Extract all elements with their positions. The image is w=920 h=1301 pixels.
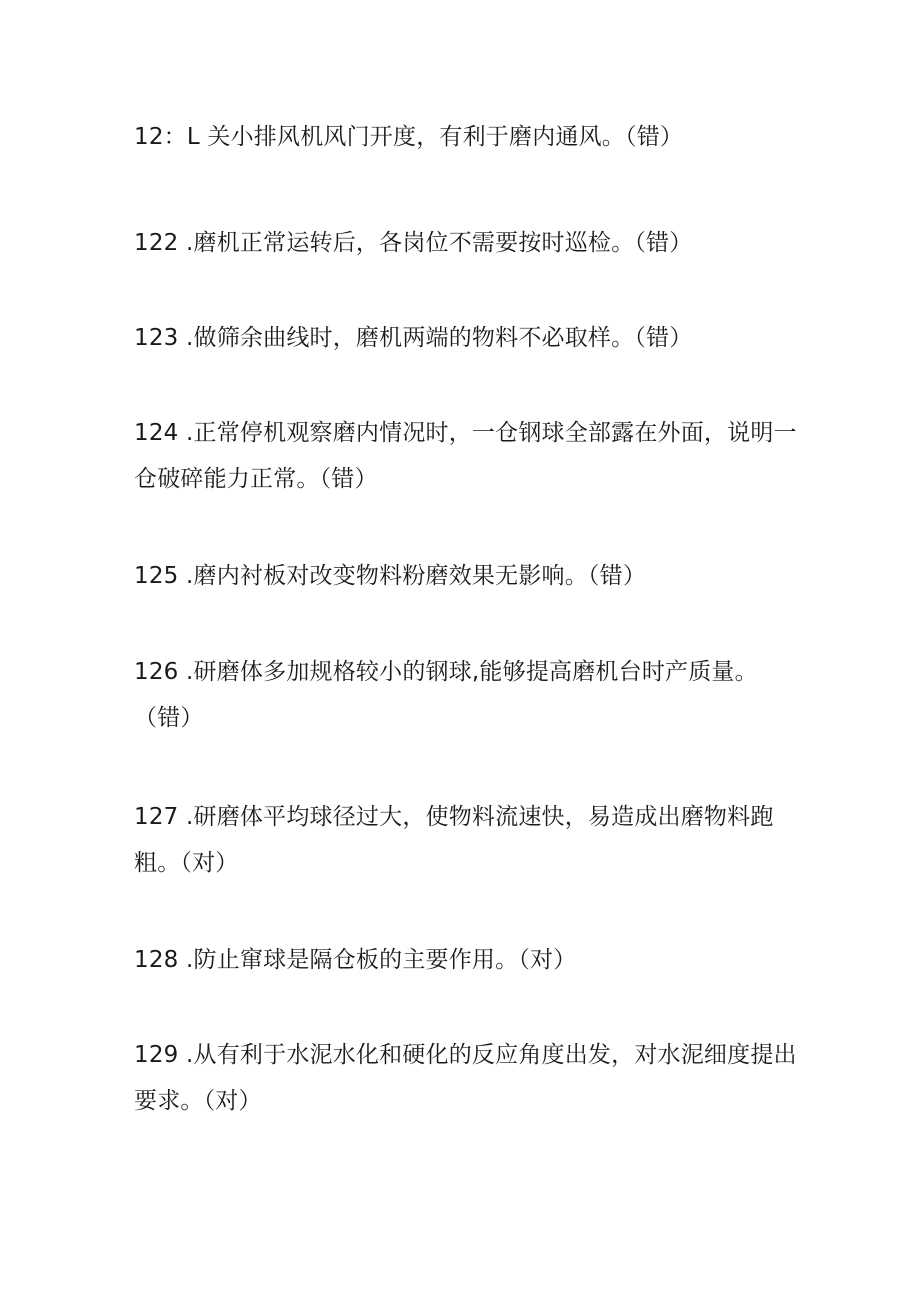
question-128: 128 .防止窜球是隔仓板的主要作用。（对） [134,947,577,973]
question-124: 124 .正常停机观察磨内情况时，一仓钢球全部露在外面，说明一仓破碎能力正常。（错） [134,420,797,492]
question-125: 125 .磨内衬板对改变物料粉磨效果无影响。（错） [134,563,647,589]
question-123: 123 .做筛余曲线时，磨机两端的物料不必取样。（错） [134,325,693,351]
question-126: 126 .研磨体多加规格较小的钢球,能够提高磨机台时产质量。（错） [134,659,758,731]
question-122: 122 .磨机正常运转后，各岗位不需要按时巡检。（错） [134,230,693,256]
question-121: 12：L 关小排风机风门开度，有利于磨内通风。（错） [134,124,684,150]
question-129: 129 .从有利于水泥水化和硬化的反应角度出发，对水泥细度提出要求。（对） [134,1042,797,1114]
question-127: 127 .研磨体平均球径过大，使物料流速快，易造成出磨物料跑粗。（对） [134,804,774,876]
